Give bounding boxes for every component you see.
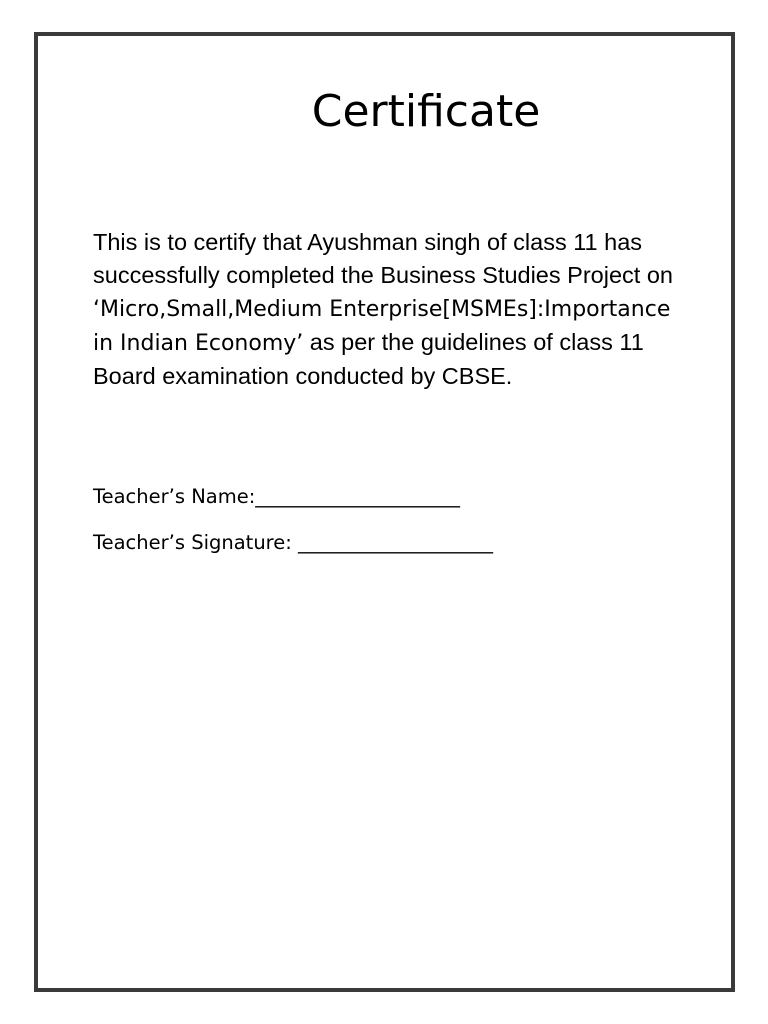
teacher-name-field: [93, 483, 460, 511]
statement-closing: as per the guidelines of class 11 Board examination conducted by CBSE.: [93, 329, 644, 389]
certificate-title: Certificate: [311, 86, 541, 137]
teacher-signature-blank: ____________________: [298, 531, 494, 554]
teacher-signature-field: [93, 529, 493, 557]
certificate-border: [34, 32, 735, 992]
teacher-name-blank: _____________________: [255, 485, 461, 508]
project-title: ‘Micro,Small,Medium Enterprise[MSMEs]:Importance in Indian Economy’: [93, 297, 671, 356]
teacher-name-label: Teacher’s Name:: [93, 485, 256, 508]
teacher-signature-label: Teacher’s Signature:: [93, 531, 299, 554]
statement-intro: This is to certify that Ayushman singh of class 11 has successfully completed the Business Studies Project on: [93, 229, 673, 288]
certificate-statement: [93, 226, 693, 393]
